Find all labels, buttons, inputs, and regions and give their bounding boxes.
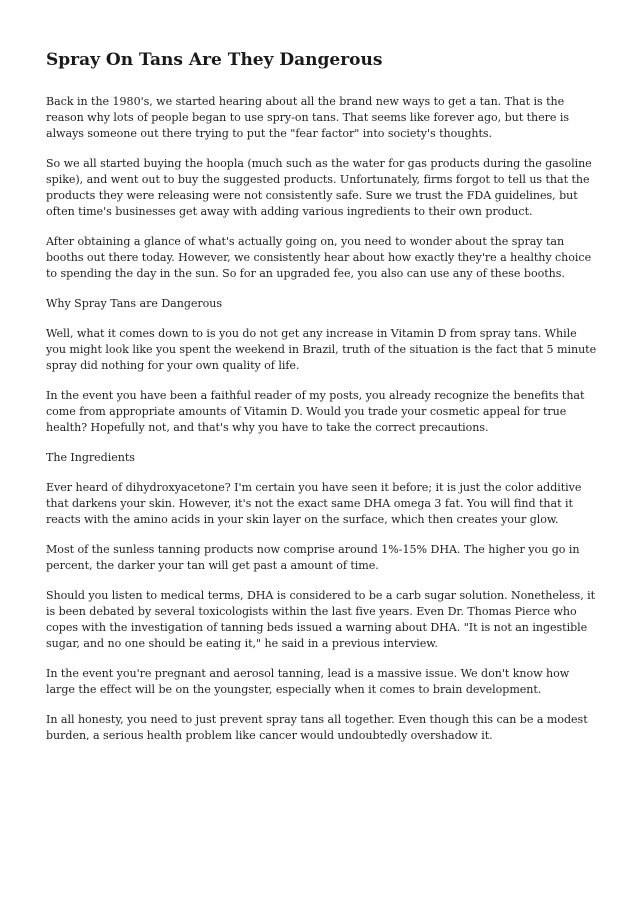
paragraph-pregnant: In the event you're pregnant and aerosol tanning, lead is a massive issue. We don't know how large the effect will be on the youngster, especially when it comes to brain development. [46,667,570,696]
document-page [46,48,598,758]
paragraph-hoopla: So we all started buying the hoopla (much such as the water for gas products during the gasoline spike), and went out to buy the suggested products. Unfortunately, firms forgot to tell us that the products they were releasing were not consistently safe. Sure we trust the FDA guidelines, but often time's businesses get away with adding various ingredients to their own product. [46,157,592,218]
paragraph-booths: After obtaining a glance of what's actually going on, you need to wonder about the spray tan booths out there today. However, we consistently hear about how exactly they're a healthy choice to spending the day in the sun. So for an upgraded fee, you also can use any of these booths. [46,235,592,280]
paragraph-dha-percent: Most of the sunless tanning products now comprise around 1%-15% DHA. The higher you go in percent, the darker your tan will get past a amount of time. [46,543,580,572]
paragraph-dihydroxyacetone: Ever heard of dihydroxyacetone? I'm certain you have seen it before; it is just the color additive that darkens your skin. However, it's not the exact same DHA omega 3 fat. You will find that it reacts with the amino acids in your skin layer on the surface, which then creates your glow. [46,481,582,526]
paragraph-faithful-reader: In the event you have been a faithful reader of my posts, you already recognize the benefits that come from appropriate amounts of Vitamin D. Would you trade your cosmetic appeal for true health? Hopefully not, and that's why you have to take the correct precautions. [46,389,585,434]
section-heading-why-dangerous: Why Spray Tans are Dangerous [46,297,223,310]
document-title: Spray On Tans Are They Dangerous [46,50,383,70]
section-heading-ingredients: The Ingredients [46,451,135,464]
paragraph-conclusion: In all honesty, you need to just prevent spray tans all together. Even though this can be a modest burden, a serious health problem like cancer would undoubtedly overshadow it. [46,713,588,742]
paragraph-intro: Back in the 1980's, we started hearing about all the brand new ways to get a tan. That is the reason why lots of people began to use spry-on tans. That seems like forever ago, but there is always someone out there trying to put the "fear factor" into society's thoughts. [46,95,570,140]
paragraph-medical-terms: Should you listen to medical terms, DHA is considered to be a carb sugar solution. Nonetheless, it is been debated by several toxicologists within the last five years. Even Dr. Thomas Pierce who copes with the investigation of tanning beds issued a warning about DHA. "It is not an ingestible sugar, and no one should be eating it," he said in a previous interview. [46,589,596,650]
paragraph-vitamin-d: Well, what it comes down to is you do not get any increase in Vitamin D from spray tans. While you might look like you spent the weekend in Brazil, truth of the situation is the fact that 5 minute spray did nothing for your own quality of life. [46,327,597,372]
